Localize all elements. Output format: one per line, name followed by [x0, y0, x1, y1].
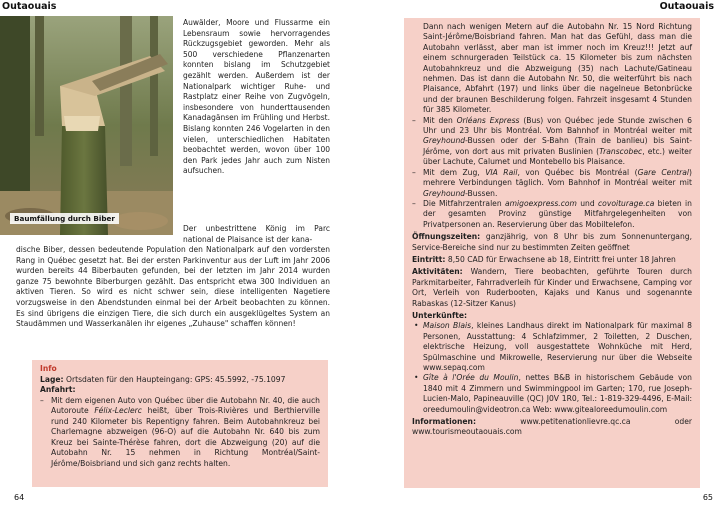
section-title: Outaouais — [659, 1, 714, 12]
list-item-gite: • Gîte à l'Orée du Moulin, nettes B&B in historischem Gebäude von 1840 mit 4 Zimmern und Swimmingpool im Garten; 170, rue Joseph-Lucien-Malo, Papineauville (QC) J0V 1R0, Tel.: 1-819-329-4496, E-Mail: oreedumoulin@videotron.ca Web: www.gitealoreedumoulin.com — [412, 373, 692, 415]
paragraph-wildlife: Auwälder, Moore und Flussarme ein Lebensraum sowie hervorragendes Rückzugsgebiet geworden. Mehr als 500 verschiedene Pflanzenarten konnten bislang im Schutzgebiet gezählt werden. Außerdem ist der Nationalpark wichtiger Ruhe- und Rastplatz einer Reihe von Zugvögeln, insbesondere von hunderttausenden Kanadagänsen im Frühling und Herbst. Bislang konnten 246 Vogelarten in den vielen, unterschiedlichen Habitaten beobachtet werden, wovon über 100 den Park jedes Jahr auch zum Nisten aufsuchen. — [183, 18, 330, 176]
beaver-tree-photo — [0, 16, 173, 235]
directions-continued: Dann nach wenigen Metern auf die Autobahn Nr. 15 Nord Richtung Saint-Jérôme/Boisbriand fahren. Man hat das Gefühl, dass man die Autobahn verlässt, aber man ist immer noch im Kreuz!!! Jetzt auf einem schnurgeraden Teilstück ca. 15 Kilometer bis zum nächsten Autobahnkreuz und die Abzweigung (35) nach Lachute/Gatineau nehmen. Das ist dann die Autobahn Nr. 50, die weiterführt bis nach Plaisance, Abfahrt (197) und links über die nagelneue Betonbrücke und der braunen Beschilderung folgen. Fahrzeit insgesamt 4 Stunden für 385 Kilometer. — [423, 22, 692, 115]
directions-label: Anfahrt: — [40, 385, 76, 394]
information: Informationen: www.petitenationlievre.qc.ca oder www.tourismeoutaouais.com — [412, 417, 692, 437]
location-text: Ortsdaten für den Haupteingang: GPS: 45.5992, -75.1097 — [66, 374, 286, 384]
section-title: Outaouais — [2, 1, 57, 12]
paragraph-beaver: dische Biber, dessen bedeutende Population den Nationalpark auf den vordersten Rang in Québec gesetzt hat. Bei der ersten Parkinventur aus der Luft im Jahr 2006 wurden bereits 44 Biberbauten gefunden, bei der letzten im Jahr 2014 wurden ganze 75 bewohnte Biberburgen gezählt. Das entspricht etwa 300 Individuen an aktiven Tieren. So wird es nicht schwer sein, diese intelligenten Nagetiere vorzugsweise in den Abendstunden einmal bei der Arbeit beobachten zu können. Es sind übrigens die einzigen Tiere, die sich durch ein ausgeklügeltes System an Staudämmen und Wasserkanälen ihr eigenes „Zuhause" schaffen können! — [16, 245, 330, 329]
list-item: – Mit dem eigenen Auto von Québec über die Autobahn Nr. 40, die auch Autoroute Félix-Leclerc heißt, über Trois-Rivières und Berthierville rund 240 Kilometer bis Repentigny fahren. Beim Autobahnkreuz bei Charlemagne abzweigen (96-O) auf die Autobahn Nr. 640 bis zum Kreuz bei Sainte-Thérèse fahren, dort die Abzweigung (20) auf die Autobahn Nr. 15 nehmen in Richtung Montréal/Saint-Jérôme/Boisbriand und sich ganz rechts halten. — [40, 396, 320, 470]
directions-list — [40, 396, 320, 470]
page-number: 64 — [14, 493, 25, 502]
info-title: Info — [40, 364, 57, 373]
transport-list — [412, 116, 692, 230]
list-item-rideshare: – Die Mitfahrzentralen amigoexpress.com und covoiturage.ca bieten in der gesamten Provinz günstige Mitfahrgelegenheiten von Privatpersonen an. Reservierung über das Mobiltelefon. — [412, 199, 692, 230]
info-box-continued — [404, 18, 700, 488]
activities: Aktivitäten: Wandern, Tiere beobachten, geführte Touren durch Parkmitarbeiter, Fahrradverleih für Kinder und Erwachsene, Camping vor Ort, Verleih von Ruderbooten, Kajaks und Kanus und sogenannte Rabaskas (12-Sitzer Kanus) — [412, 267, 692, 308]
opening-hours: Öffnungszeiten: ganzjährig, von 8 Uhr bis zum Sonnenuntergang, Service-Bereiche sind nur zu bestimmten Zeiten geöffnet — [412, 232, 692, 252]
right-page — [360, 0, 720, 505]
accommodation-label: Unterkünfte: — [412, 310, 468, 320]
info-box — [32, 360, 328, 487]
list-item-maison: • Maison Blais, kleines Landhaus direkt im Nationalpark für maximal 8 Personen, Ausstattung: 4 Schlafzimmer, 2 Toiletten, 2 Duschen, elektrische Heizung, voll ausgestattete Wohnküche mit Herd, Spülmaschine und Mikrowelle, Reservierung nur über die Webseite www.sepaq.com — [412, 321, 692, 373]
list-item-train: – Mit dem Zug, VIA Rail, von Québec bis Montréal (Gare Central) mehrere Verbindungen täglich. Vom Bahnhof in Montréal weiter mit Greyhound-Bussen. — [412, 168, 692, 199]
accommodation-list — [412, 321, 692, 415]
list-item-bus: – Mit den Orléans Express (Bus) von Québec jede Stunde zwischen 6 Uhr und 23 Uhr bis Montréal. Vom Bahnhof in Montréal weiter mit Greyhound-Bussen oder der S-Bahn (Train de banlieu) bis Saint-Jérôme, von dort aus mit privaten Buslinien (Transcobec, etc.) weiter über Lachute, Calumet und Montebello bis Plaisance. — [412, 116, 692, 168]
paragraph-beaver-start: Der unbestrittene König im Parc national de Plaisance ist der kana- — [183, 224, 330, 244]
tree-illustration — [0, 16, 173, 235]
page-number: 65 — [702, 493, 713, 502]
photo-caption: Baumfällung durch Biber — [10, 213, 119, 224]
admission: Eintritt: 8,50 CAD für Erwachsene ab 18, Eintritt frei unter 18 Jahren — [412, 254, 676, 264]
location-line — [40, 375, 320, 386]
location-label: Lage: — [40, 374, 64, 384]
